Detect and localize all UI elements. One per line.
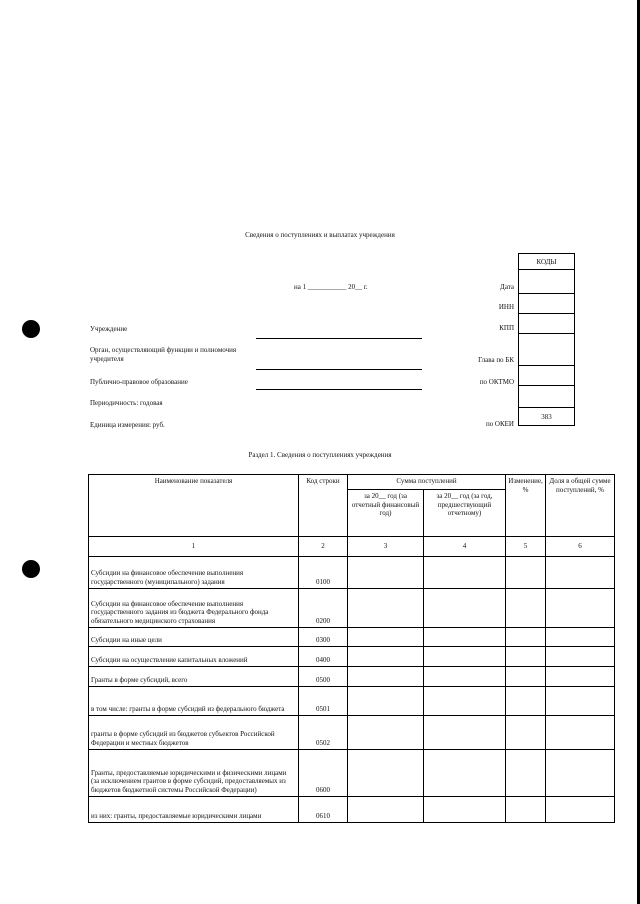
header-name: Наименование показателя: [89, 475, 299, 537]
organ-line: [256, 369, 422, 370]
cell-share[interactable]: [546, 667, 615, 687]
code-bk: [518, 334, 575, 366]
label-inn: ИНН: [498, 303, 514, 311]
cell-sum-reporting[interactable]: [348, 589, 424, 628]
row-code: 0100: [299, 557, 348, 589]
table-row: [89, 647, 615, 667]
row-name: Субсидии на осуществление капитальных вложений: [89, 647, 299, 667]
form-title: Сведения о поступлениях и выплатах учреждения: [245, 231, 395, 239]
header-sum-previous: за 20__ год (за год, предшествующий отчетному): [424, 490, 506, 537]
binder-hole-top: [22, 320, 40, 338]
colnum-1: 1: [89, 537, 299, 557]
row-name: Гранты, предоставляемые юридическими и физическими лицами (за исключением грантов в форме субсидий, предоставляемых из бюджетов бюджетной системы Российской Федерации): [89, 750, 299, 797]
row-code: 0501: [299, 687, 348, 716]
row-name: Субсидии на финансовое обеспечение выполнения государственного (муниципального) задания: [89, 557, 299, 589]
cell-sum-reporting[interactable]: [348, 667, 424, 687]
field-unit: Единица измерения: руб.: [90, 421, 165, 429]
cell-sum-previous[interactable]: [424, 797, 506, 823]
cell-sum-reporting[interactable]: [348, 687, 424, 716]
code-okei: 383: [518, 408, 575, 426]
code-date: [518, 270, 575, 294]
row-name: гранты в форме субсидий из бюджетов субъектов Российской Федерации и местных бюджетов: [89, 716, 299, 750]
table-row: [89, 716, 615, 750]
row-code: 0502: [299, 716, 348, 750]
table-row: [89, 797, 615, 823]
binder-hole-bottom: [22, 560, 40, 578]
code-kpp: [518, 314, 575, 334]
header-row: [89, 475, 615, 490]
cell-sum-previous[interactable]: [424, 589, 506, 628]
field-organ: Орган, осуществляющий функции и полномочия учредителя: [90, 346, 237, 363]
cell-change[interactable]: [506, 687, 546, 716]
row-code: 0600: [299, 750, 348, 797]
field-institution: Учреждение: [90, 325, 128, 333]
section-title: Раздел 1. Сведения о поступлениях учреждения: [248, 451, 392, 459]
header-share: Доля в общей сумме поступлений, %: [546, 475, 615, 537]
header-change: Изменение, %: [506, 475, 546, 537]
cell-share[interactable]: [546, 797, 615, 823]
cell-sum-previous[interactable]: [424, 557, 506, 589]
table-row: [89, 667, 615, 687]
cell-change[interactable]: [506, 667, 546, 687]
colnum-2: 2: [299, 537, 348, 557]
cell-change[interactable]: [506, 750, 546, 797]
codes-box: [518, 253, 575, 426]
cell-sum-reporting[interactable]: [348, 716, 424, 750]
cell-sum-previous[interactable]: [424, 750, 506, 797]
row-code: 0300: [299, 628, 348, 647]
header-code: Код строки: [299, 475, 348, 537]
header-sum: Сумма поступлений: [348, 475, 506, 490]
label-kpp: КПП: [499, 324, 514, 332]
cell-sum-reporting[interactable]: [348, 647, 424, 667]
cell-change[interactable]: [506, 647, 546, 667]
date-line: на 1 ___________ 20__ г.: [294, 283, 368, 291]
cell-share[interactable]: [546, 589, 615, 628]
row-name: Субсидии на финансовое обеспечение выполнения государственного задания из бюджета Федерального фонда обязательного медицинского страхования: [89, 589, 299, 628]
codes-header: КОДЫ: [518, 253, 575, 270]
cell-share[interactable]: [546, 687, 615, 716]
cell-sum-previous[interactable]: [424, 647, 506, 667]
field-periodicity: Периодичность: годовая: [90, 399, 163, 407]
row-name: в том числе: гранты в форме субсидий из федерального бюджета: [89, 687, 299, 716]
cell-sum-reporting[interactable]: [348, 628, 424, 647]
code-empty: [518, 386, 575, 408]
table-row: [89, 750, 615, 797]
row-name: Субсидии на иные цели: [89, 628, 299, 647]
row-code: 0400: [299, 647, 348, 667]
cell-change[interactable]: [506, 589, 546, 628]
cell-share[interactable]: [546, 557, 615, 589]
code-oktmo: [518, 366, 575, 386]
cell-sum-reporting[interactable]: [348, 797, 424, 823]
cell-share[interactable]: [546, 628, 615, 647]
colnum-5: 5: [506, 537, 546, 557]
receipts-table: [88, 474, 615, 823]
row-name: Гранты в форме субсидий, всего: [89, 667, 299, 687]
colnum-3: 3: [348, 537, 424, 557]
institution-line: [256, 338, 422, 339]
cell-sum-previous[interactable]: [424, 716, 506, 750]
public-entity-line: [256, 389, 422, 390]
table-row: [89, 687, 615, 716]
label-bk: Глава по БК: [478, 356, 514, 364]
cell-change[interactable]: [506, 557, 546, 589]
cell-share[interactable]: [546, 716, 615, 750]
cell-change[interactable]: [506, 628, 546, 647]
table-row: [89, 628, 615, 647]
cell-sum-previous[interactable]: [424, 687, 506, 716]
label-date: Дата: [500, 283, 514, 291]
cell-sum-reporting[interactable]: [348, 557, 424, 589]
cell-share[interactable]: [546, 647, 615, 667]
cell-change[interactable]: [506, 797, 546, 823]
field-public-entity: Публично-правовое образование: [90, 378, 188, 386]
colnum-6: 6: [546, 537, 615, 557]
cell-sum-previous[interactable]: [424, 667, 506, 687]
cell-sum-reporting[interactable]: [348, 750, 424, 797]
cell-share[interactable]: [546, 750, 615, 797]
table-row: [89, 589, 615, 628]
colnum-4: 4: [424, 537, 506, 557]
row-code: 0500: [299, 667, 348, 687]
column-numbers-row: [89, 537, 615, 557]
cell-sum-previous[interactable]: [424, 628, 506, 647]
label-okei: по ОКЕИ: [485, 420, 514, 428]
cell-change[interactable]: [506, 716, 546, 750]
label-oktmo: по ОКТМО: [479, 378, 514, 386]
header-sum-reporting: за 20__ год (за отчетный финансовый год): [348, 490, 424, 537]
row-code: 0610: [299, 797, 348, 823]
table-row: [89, 557, 615, 589]
row-name: из них: гранты, предоставляемые юридическими лицами: [89, 797, 299, 823]
code-inn: [518, 294, 575, 314]
row-code: 0200: [299, 589, 348, 628]
